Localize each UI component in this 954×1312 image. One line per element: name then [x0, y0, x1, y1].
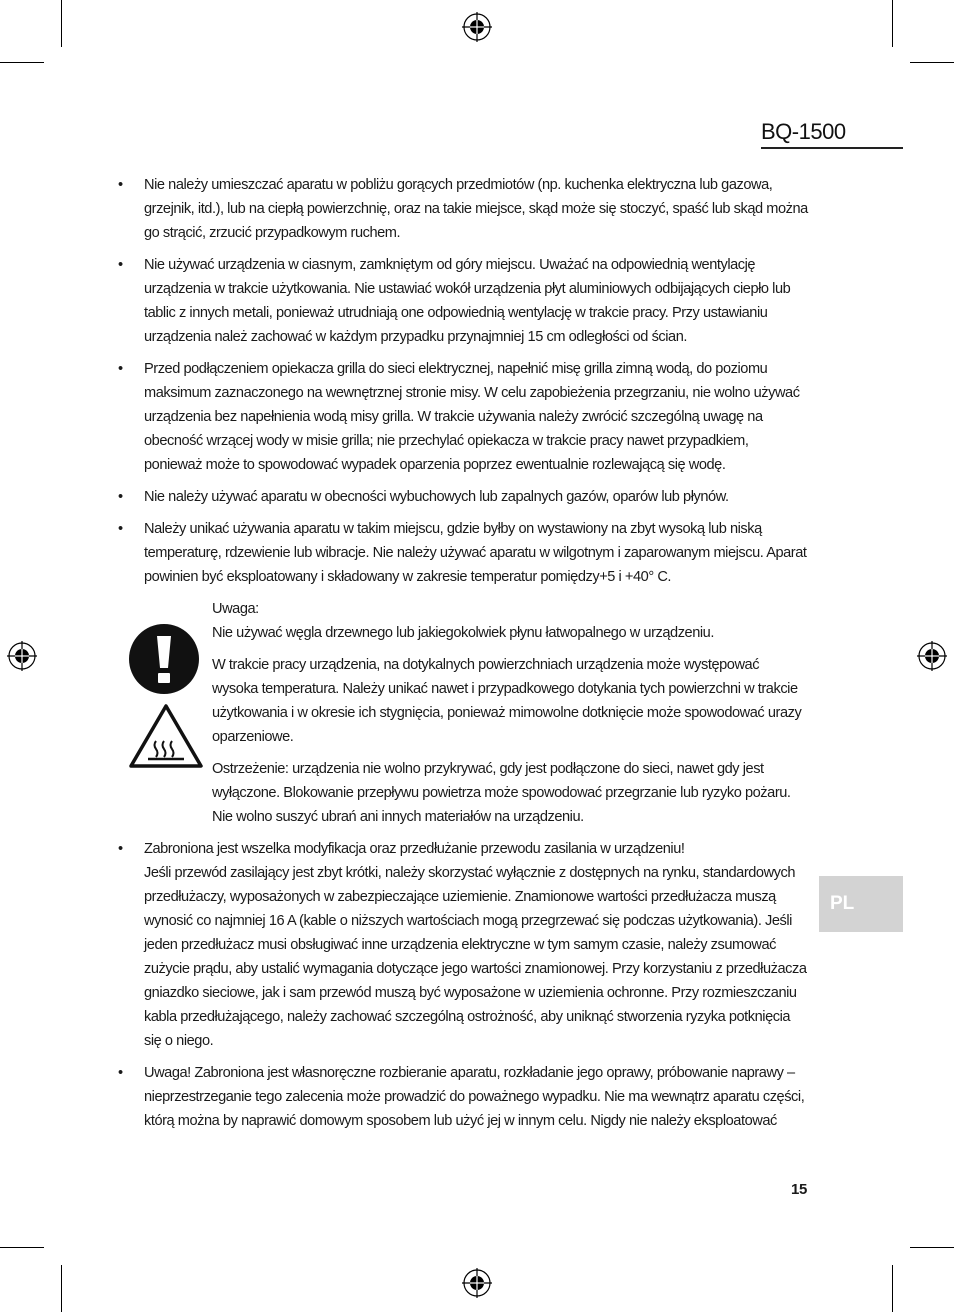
list-item	[118, 357, 808, 477]
warning-title: Uwaga:	[212, 601, 259, 617]
list-item-text: Jeśli przewód zasilający jest zbyt krótki, należy skorzystać wyłącznie z dostępnych na rynku, standardowych przedłużaczy, wyposażonych w zabezpieczające uziemienie. Znamionowe wartości przedłużacza muszą wynosić co najmniej 16 A (kable o niższych wartościach mogą przegrzewać się podczas użytkowania). Jeśli jeden przedłużacz musi obsługiwać inne urządzenia elektryczne w tym samym czasie, należy zsumować zużycie prądu, aby ustalić wymagania dotyczące jego wartości znamionowej. Przy korzystaniu z przedłużacza gniazdko sieciowe, jak i sam przewód muszą być wyposażone w uziemienia ochronne. Przy rozmieszczaniu kabla przedłużającego, należy zachować szczególną ostrożność, aby uniknąć stworzenia ryzyka potknięcia się o niego.	[144, 865, 807, 1049]
warning-text: W trakcie pracy urządzenia, na dotykalnych powierzchniach urządzenia może występować wysoka temperatura. Należy unikać nawet i przypadkowego dotykania tych powierzchni w trakcie użytkowania i w okresie ich stygnięcia, ponieważ mimowolne dotknięcie może spowodować urazy oparzeniowe.	[212, 657, 802, 745]
language-tab: PL	[819, 876, 903, 932]
crop-mark	[892, 1265, 893, 1312]
list-item-text: • Nie używać urządzenia w ciasnym, zamkniętym od góry miejscu. Uważać na odpowiednią wentylację urządzenia w trakcie użytkowania. Nie ustawiać wokół urządzenia płyt aluminiowych odbijających ciepło lub tablic z innych metali, ponieważ utrudniają one odpowiednią wentylację w trakcie pracy. Przy ustawianiu urządzenia należ zachować w każdym przypadku przynajmniej 15 cm odległości od ścian.	[144, 257, 791, 345]
registration-mark-icon	[7, 641, 37, 671]
registration-mark-icon	[462, 12, 492, 42]
list-item	[118, 837, 808, 1053]
list-item-text: • Zabroniona jest wszelka modyfikacja oraz przedłużanie przewodu zasilania w urządzeniu!	[144, 841, 685, 857]
list-item-text: • Uwaga! Zabroniona jest własnoręczne rozbieranie aparatu, rozkładanie jego oprawy, próbowanie naprawy – nieprzestrzeganie tego zalecenia może prowadzić do poważnego wypadku. Nie ma wewnątrz aparatu części, którą można by naprawić domowym sposobem lub użyć jej w innym celu. Nigdy nie należy eksploatować	[144, 1065, 805, 1129]
crop-mark	[0, 62, 44, 63]
list-item-text: • Przed podłączeniem opiekacza grilla do sieci elektrycznej, napełnić misę grilla zimną wodą, do poziomu maksimum zaznaczonego na wewnętrznej stronie misy. W celu zapobieżenia przegrzaniu, nie wolno używać urządzenia bez napełnienia wodą misy grilla. W trakcie używania należy zwrócić szczególną uwagę na obecność wrzącej wody w misie grilla; nie przechylać opiekacza w trakcie pracy nawet przypadkiem, ponieważ może to spowodować wypadek oparzenia poprzez ewentualnie rozlewającą się wodę.	[144, 361, 800, 473]
page-number: 15	[791, 1181, 808, 1198]
warning-text: Ostrzeżenie: urządzenia nie wolno przykrywać, gdy jest podłączone do sieci, nawet gdy jest wyłączone. Blokowanie przepływu powietrza może spowodować przegrzanie lub ryzyko pożaru. Nie wolno suszyć ubrań ani innych materiałów na urządzeniu.	[212, 761, 791, 825]
list-item-text: • Nie należy umieszczać aparatu w pobliżu gorących przedmiotów (np. kuchenka elektryczna lub gazowa, grzejnik, itd.), lub na ciepłą powierzchnię, oraz na takie miejsce, skąd może się stoczyć, spaść lub skąd można go strącić, zrzucić przypadkowym ruchem.	[144, 177, 808, 241]
crop-mark	[892, 0, 893, 47]
list-item	[118, 1061, 808, 1133]
exclamation-icon	[128, 623, 200, 695]
registration-mark-icon	[917, 641, 947, 671]
crop-mark	[910, 62, 954, 63]
warning-text: Nie używać węgla drzewnego lub jakiegokolwiek płynu łatwopalnego w urządzeniu.	[212, 625, 714, 641]
model-number: BQ-1500	[761, 119, 903, 149]
list-item-text: • Należy unikać używania aparatu w takim miejscu, gdzie byłby on wystawiony na zbyt wysoką lub niską temperaturę, rdzewienie lub wibracje. Nie należy używać aparatu w wilgotnym i zaparowanym miejscu. Aparat powinien być eksploatowany i składowany w zakresie temperatur pomiędzy+5 i +40° C.	[144, 521, 807, 585]
crop-mark	[910, 1247, 954, 1248]
warning-block	[118, 597, 808, 829]
registration-mark-icon	[462, 1268, 492, 1298]
warning-icons	[128, 623, 204, 769]
crop-mark	[0, 1247, 44, 1248]
hot-surface-warning-icon	[128, 703, 204, 769]
list-item	[118, 485, 808, 509]
list-item	[118, 253, 808, 349]
list-item	[118, 517, 808, 589]
crop-mark	[61, 1265, 62, 1312]
list-item	[118, 173, 808, 245]
crop-mark	[61, 0, 62, 47]
list-item-text: • Nie należy używać aparatu w obecności wybuchowych lub zapalnych gazów, oparów lub płynów.	[144, 489, 729, 505]
warning-text	[212, 597, 808, 621]
instructions-content	[118, 173, 808, 1141]
